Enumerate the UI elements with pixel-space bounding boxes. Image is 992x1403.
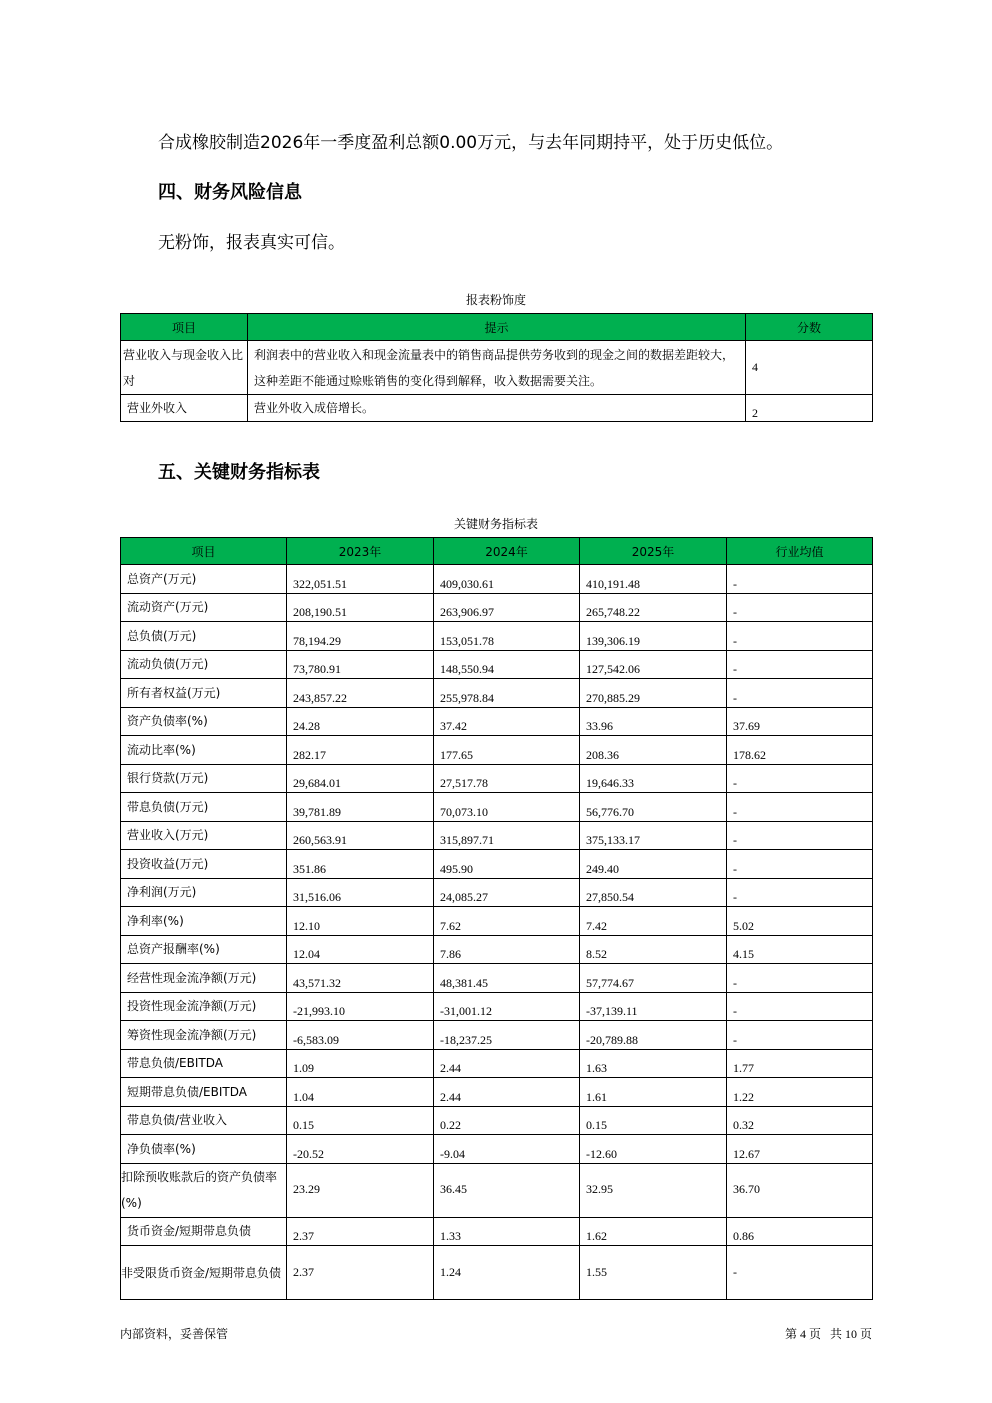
kpi-value-cell: 139,306.19: [580, 622, 727, 651]
kpi-item-cell: 流动比率(%): [121, 736, 287, 765]
kpi-value-cell: -: [727, 622, 873, 651]
kpi-value-cell: -31,001.12: [434, 992, 580, 1021]
table-row: [121, 907, 873, 936]
kpi-value-cell: -37,139.11: [580, 992, 727, 1021]
kpi-value-cell: 19,646.33: [580, 764, 727, 793]
footer-page-number: 第 4 页 共 10 页: [784, 1327, 872, 1341]
risk-score-cell: 4: [746, 341, 873, 395]
kpi-value-cell: 23.29: [287, 1163, 434, 1217]
risk-header-item: 项目: [121, 314, 248, 341]
kpi-value-cell: 24.28: [287, 707, 434, 736]
kpi-header-2024: 2024年: [434, 538, 580, 565]
table-row: [121, 679, 873, 708]
kpi-value-cell: -9.04: [434, 1135, 580, 1164]
kpi-item-cell: 流动负债(万元): [121, 650, 287, 679]
kpi-value-cell: 243,857.22: [287, 679, 434, 708]
kpi-value-cell: 495.90: [434, 850, 580, 879]
kpi-value-cell: 260,563.91: [287, 821, 434, 850]
kpi-value-cell: 322,051.51: [287, 565, 434, 594]
table-row: [121, 935, 873, 964]
kpi-value-cell: 0.15: [287, 1106, 434, 1135]
kpi-item-cell: 带息负债/EBITDA: [121, 1049, 287, 1078]
kpi-item-cell: 短期带息负债/EBITDA: [121, 1078, 287, 1107]
table-row: [121, 850, 873, 879]
kpi-header-2025: 2025年: [580, 538, 727, 565]
table-row: [121, 650, 873, 679]
kpi-table: [120, 537, 873, 1300]
kpi-value-cell: 153,051.78: [434, 622, 580, 651]
kpi-value-cell: -12.60: [580, 1135, 727, 1164]
table-row: [121, 565, 873, 594]
kpi-value-cell: 1.09: [287, 1049, 434, 1078]
section-4-text: 无粉饰，报表真实可信。: [158, 233, 345, 253]
kpi-value-cell: -: [727, 878, 873, 907]
kpi-item-cell: 净负债率(%): [121, 1135, 287, 1164]
kpi-header-industry-avg: 行业均值: [727, 538, 873, 565]
kpi-item-cell: 总资产报酬率(%): [121, 935, 287, 964]
kpi-item-cell: 资产负债率(%): [121, 707, 287, 736]
kpi-item-cell: 净利润(万元): [121, 878, 287, 907]
table-row: [121, 593, 873, 622]
kpi-value-cell: 148,550.94: [434, 650, 580, 679]
kpi-value-cell: 78,194.29: [287, 622, 434, 651]
kpi-value-cell: 70,073.10: [434, 793, 580, 822]
kpi-value-cell: 409,030.61: [434, 565, 580, 594]
kpi-value-cell: 127,542.06: [580, 650, 727, 679]
kpi-header-2023: 2023年: [287, 538, 434, 565]
table-row: [121, 878, 873, 907]
kpi-value-cell: -: [727, 1246, 873, 1300]
kpi-value-cell: -: [727, 565, 873, 594]
kpi-value-cell: 27,850.54: [580, 878, 727, 907]
kpi-value-cell: 270,885.29: [580, 679, 727, 708]
kpi-value-cell: 29,684.01: [287, 764, 434, 793]
table-row: [121, 395, 873, 422]
kpi-value-cell: 7.86: [434, 935, 580, 964]
kpi-value-cell: 12.67: [727, 1135, 873, 1164]
kpi-value-cell: 48,381.45: [434, 964, 580, 993]
kpi-table-caption: 关键财务指标表: [453, 517, 538, 531]
risk-item-cell: 营业外收入: [121, 395, 248, 422]
kpi-value-cell: 12.10: [287, 907, 434, 936]
kpi-value-cell: 2.37: [287, 1217, 434, 1246]
kpi-value-cell: 0.22: [434, 1106, 580, 1135]
kpi-value-cell: -: [727, 850, 873, 879]
kpi-value-cell: 0.32: [727, 1106, 873, 1135]
risk-item-cell: 营业收入与现金收入比对: [121, 341, 248, 395]
kpi-item-cell: 净利率(%): [121, 907, 287, 936]
kpi-value-cell: 24,085.27: [434, 878, 580, 907]
kpi-value-cell: -: [727, 964, 873, 993]
kpi-value-cell: 1.77: [727, 1049, 873, 1078]
kpi-value-cell: 37.69: [727, 707, 873, 736]
section-4-heading: 四、财务风险信息: [158, 182, 302, 203]
kpi-item-cell: 带息负债(万元): [121, 793, 287, 822]
kpi-value-cell: 1.62: [580, 1217, 727, 1246]
kpi-value-cell: -: [727, 821, 873, 850]
kpi-value-cell: 39,781.89: [287, 793, 434, 822]
kpi-value-cell: 33.96: [580, 707, 727, 736]
table-row: [121, 1106, 873, 1135]
kpi-value-cell: 8.52: [580, 935, 727, 964]
kpi-value-cell: 1.61: [580, 1078, 727, 1107]
table-row: [121, 1078, 873, 1107]
kpi-value-cell: 43,571.32: [287, 964, 434, 993]
kpi-value-cell: 1.24: [434, 1246, 580, 1300]
kpi-value-cell: -: [727, 593, 873, 622]
kpi-item-cell: 流动资产(万元): [121, 593, 287, 622]
kpi-value-cell: 7.42: [580, 907, 727, 936]
kpi-value-cell: 0.86: [727, 1217, 873, 1246]
kpi-value-cell: -18,237.25: [434, 1021, 580, 1050]
table-row: [121, 1163, 873, 1217]
risk-table-header: [121, 314, 873, 341]
table-row: [121, 1021, 873, 1050]
table-row: [121, 1217, 873, 1246]
table-row: [121, 964, 873, 993]
kpi-value-cell: -: [727, 764, 873, 793]
kpi-value-cell: 73,780.91: [287, 650, 434, 679]
kpi-item-cell: 银行贷款(万元): [121, 764, 287, 793]
kpi-value-cell: -: [727, 793, 873, 822]
kpi-value-cell: 2.44: [434, 1049, 580, 1078]
kpi-value-cell: -: [727, 679, 873, 708]
kpi-value-cell: 2.44: [434, 1078, 580, 1107]
table-row: [121, 736, 873, 765]
risk-header-hint: 提示: [248, 314, 746, 341]
kpi-value-cell: 31,516.06: [287, 878, 434, 907]
kpi-item-cell: 经营性现金流净额(万元): [121, 964, 287, 993]
table-row: [121, 707, 873, 736]
kpi-value-cell: 36.70: [727, 1163, 873, 1217]
kpi-value-cell: 0.15: [580, 1106, 727, 1135]
kpi-value-cell: 7.62: [434, 907, 580, 936]
kpi-value-cell: 4.15: [727, 935, 873, 964]
table-row: [121, 764, 873, 793]
kpi-value-cell: 315,897.71: [434, 821, 580, 850]
kpi-value-cell: 351.86: [287, 850, 434, 879]
risk-hint-cell: 营业外收入成倍增长。: [248, 395, 746, 422]
kpi-value-cell: -21,993.10: [287, 992, 434, 1021]
kpi-value-cell: 5.02: [727, 907, 873, 936]
kpi-value-cell: 208.36: [580, 736, 727, 765]
risk-score-cell: 2: [746, 395, 873, 422]
table-row: [121, 1135, 873, 1164]
kpi-value-cell: 37.42: [434, 707, 580, 736]
kpi-value-cell: -6,583.09: [287, 1021, 434, 1050]
kpi-value-cell: -20,789.88: [580, 1021, 727, 1050]
kpi-value-cell: 2.37: [287, 1246, 434, 1300]
kpi-item-cell: 非受限货币资金/短期带息负债: [121, 1246, 287, 1300]
kpi-item-cell: 总资产(万元): [121, 565, 287, 594]
footer-confidential: 内部资料，妥善保管: [120, 1327, 229, 1341]
kpi-value-cell: 1.22: [727, 1078, 873, 1107]
table-row: [121, 821, 873, 850]
section-5-heading: 五、关键财务指标表: [158, 462, 320, 483]
kpi-value-cell: 375,133.17: [580, 821, 727, 850]
kpi-value-cell: 57,774.67: [580, 964, 727, 993]
risk-hint-cell: 利润表中的营业收入和现金流量表中的销售商品提供劳务收到的现金之间的数据差距较大，这种差距不能通过赊账销售的变化得到解释，收入数据需要关注。: [248, 341, 746, 395]
kpi-value-cell: 1.55: [580, 1246, 727, 1300]
kpi-value-cell: 56,776.70: [580, 793, 727, 822]
kpi-value-cell: 178.62: [727, 736, 873, 765]
kpi-value-cell: 255,978.84: [434, 679, 580, 708]
table-row: [121, 793, 873, 822]
table-row: [121, 341, 873, 395]
kpi-value-cell: 410,191.48: [580, 565, 727, 594]
risk-table: [120, 313, 873, 422]
table-row: [121, 992, 873, 1021]
kpi-value-cell: 12.04: [287, 935, 434, 964]
profit-paragraph: 合成橡胶制造2026年一季度盈利总额0.00万元，与去年同期持平，处于历史低位。: [158, 133, 784, 153]
risk-table-caption: 报表粉饰度: [465, 293, 526, 307]
kpi-item-cell: 营业收入(万元): [121, 821, 287, 850]
kpi-value-cell: -: [727, 1021, 873, 1050]
kpi-value-cell: 36.45: [434, 1163, 580, 1217]
kpi-value-cell: 249.40: [580, 850, 727, 879]
kpi-value-cell: -: [727, 650, 873, 679]
kpi-item-cell: 投资性现金流净额(万元): [121, 992, 287, 1021]
kpi-item-cell: 投资收益(万元): [121, 850, 287, 879]
kpi-value-cell: 1.63: [580, 1049, 727, 1078]
kpi-item-cell: 扣除预收账款后的资产负债率(%): [121, 1163, 287, 1217]
table-row: [121, 1246, 873, 1300]
kpi-item-cell: 总负债(万元): [121, 622, 287, 651]
table-row: [121, 1049, 873, 1078]
kpi-item-cell: 货币资金/短期带息负债: [121, 1217, 287, 1246]
table-row: [121, 622, 873, 651]
kpi-item-cell: 带息负债/营业收入: [121, 1106, 287, 1135]
kpi-value-cell: 1.04: [287, 1078, 434, 1107]
kpi-value-cell: 208,190.51: [287, 593, 434, 622]
kpi-value-cell: -20.52: [287, 1135, 434, 1164]
kpi-table-header: [121, 538, 873, 565]
kpi-item-cell: 筹资性现金流净额(万元): [121, 1021, 287, 1050]
kpi-value-cell: 1.33: [434, 1217, 580, 1246]
kpi-item-cell: 所有者权益(万元): [121, 679, 287, 708]
kpi-value-cell: 177.65: [434, 736, 580, 765]
risk-header-score: 分数: [746, 314, 873, 341]
kpi-value-cell: 263,906.97: [434, 593, 580, 622]
kpi-value-cell: 282.17: [287, 736, 434, 765]
kpi-header-item: 项目: [121, 538, 287, 565]
kpi-value-cell: 27,517.78: [434, 764, 580, 793]
kpi-value-cell: 32.95: [580, 1163, 727, 1217]
kpi-value-cell: 265,748.22: [580, 593, 727, 622]
kpi-value-cell: -: [727, 992, 873, 1021]
